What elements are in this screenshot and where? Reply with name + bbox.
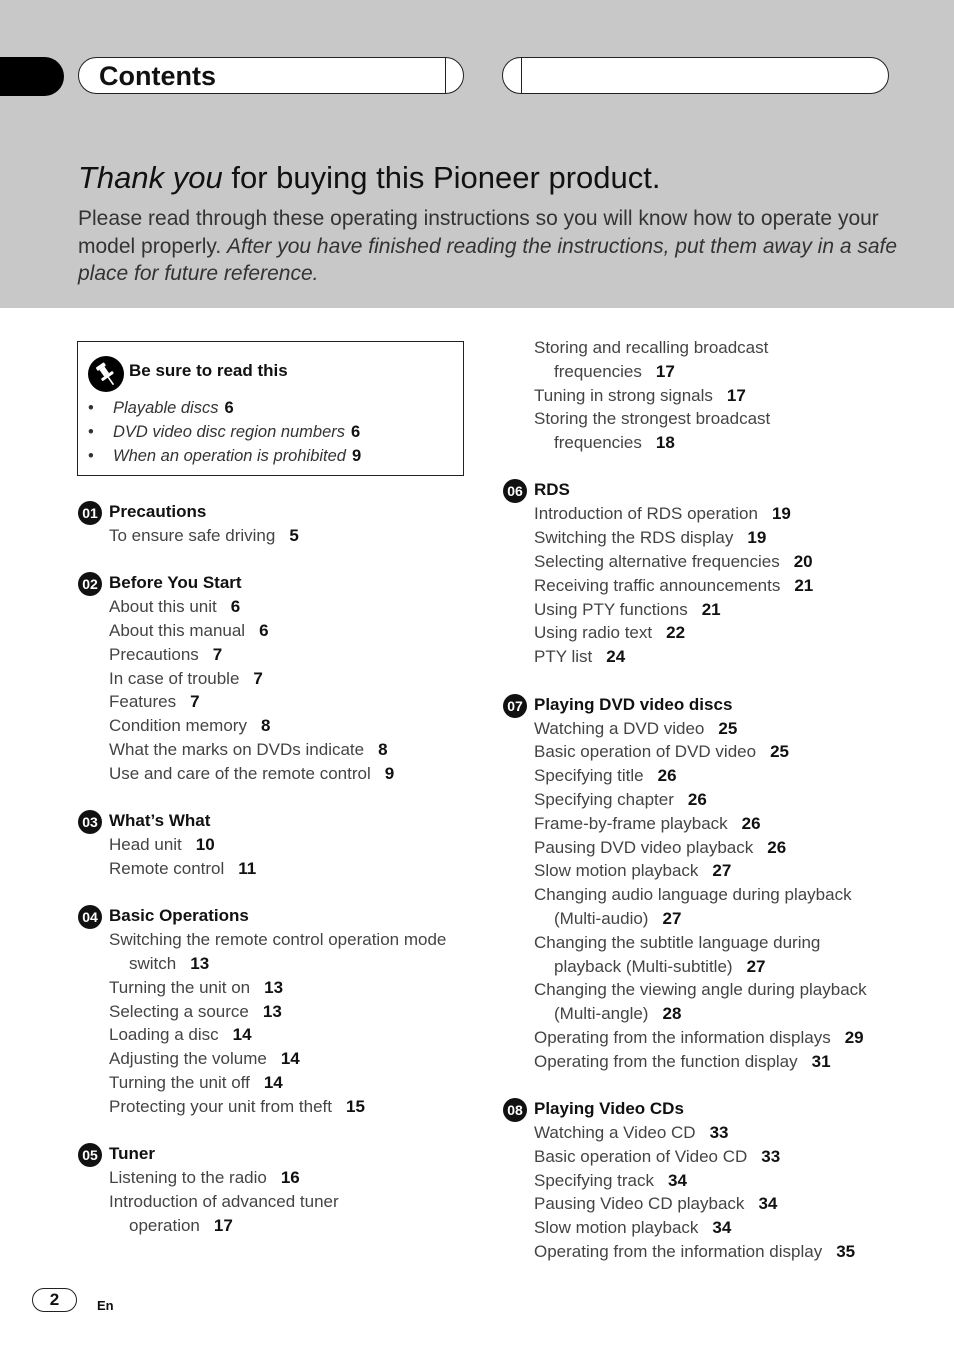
page-number-ref: 26 bbox=[741, 813, 761, 833]
toc-entry bbox=[503, 550, 923, 574]
notice-item-text: When an operation is prohibited bbox=[113, 447, 346, 465]
section-number-badge: 03 bbox=[78, 810, 102, 834]
toc-entries bbox=[503, 717, 923, 1074]
page-number-ref: 22 bbox=[666, 623, 686, 643]
page-number-ref: 34 bbox=[758, 1194, 778, 1214]
toc-entry-text: Using radio text bbox=[534, 623, 653, 643]
toc-entry-text: Switching the RDS display bbox=[534, 528, 734, 548]
toc-entry-text: Slow motion playback bbox=[534, 1218, 699, 1238]
headline bbox=[78, 160, 660, 196]
toc-entry-text: Features bbox=[109, 692, 177, 712]
page-number-ref: 35 bbox=[836, 1242, 856, 1261]
section-heading bbox=[78, 1142, 468, 1166]
toc-entry-text: In case of trouble bbox=[109, 668, 240, 688]
section-title: Playing DVD video discs bbox=[534, 694, 733, 714]
toc-entry-text: Receiving traffic announcements bbox=[534, 575, 781, 595]
toc-entry bbox=[503, 812, 923, 836]
toc-entry bbox=[503, 836, 923, 860]
toc-entry-text: What the marks on DVDs indicate bbox=[109, 740, 365, 760]
toc-entry-text: operation bbox=[129, 1215, 200, 1235]
toc-entry bbox=[503, 1121, 923, 1145]
page-number-ref: 33 bbox=[709, 1123, 729, 1143]
pushpin-icon bbox=[88, 356, 124, 392]
section-title: Tuner bbox=[109, 1144, 155, 1164]
toc-entry bbox=[503, 1192, 923, 1216]
toc-section-07 bbox=[503, 693, 923, 1074]
page-number-ref: 19 bbox=[747, 528, 767, 548]
toc-entries bbox=[78, 524, 468, 548]
toc-entry bbox=[78, 1000, 468, 1024]
toc-entry-text: Using PTY functions bbox=[534, 599, 688, 619]
page-number-ref: 8 bbox=[260, 716, 271, 736]
toc-section-05 bbox=[78, 1142, 468, 1237]
section-heading bbox=[78, 571, 468, 595]
toc-section-03 bbox=[78, 809, 468, 881]
toc-entry-text: Operating from the information display bbox=[534, 1242, 823, 1261]
section-number-badge: 01 bbox=[78, 501, 102, 525]
toc-entry-text: playback (Multi-subtitle) bbox=[554, 956, 733, 976]
notice-item bbox=[88, 420, 361, 444]
toc-entry-text: switch bbox=[129, 954, 177, 974]
section-title: Playing Video CDs bbox=[534, 1099, 684, 1119]
toc-section-04 bbox=[78, 904, 468, 1118]
page-number-ref: 10 bbox=[195, 835, 215, 855]
toc-entry bbox=[78, 738, 468, 762]
notice-title: Be sure to read this bbox=[129, 361, 288, 380]
toc-entry bbox=[78, 952, 468, 976]
toc-entry-text: Turning the unit off bbox=[109, 1073, 250, 1093]
page-number-ref: 26 bbox=[657, 766, 677, 786]
notice-item bbox=[88, 396, 361, 420]
page-number-ref: 31 bbox=[811, 1051, 831, 1071]
toc-entry-text: Switching the remote control operation mode bbox=[109, 930, 447, 950]
toc-entry-text: Introduction of RDS operation bbox=[534, 504, 758, 524]
page-number-ref: 9 bbox=[384, 763, 395, 783]
toc-entry bbox=[503, 955, 923, 979]
section-gap bbox=[503, 455, 923, 479]
toc-entry-text: About this unit bbox=[109, 597, 217, 617]
toc-entries bbox=[78, 928, 468, 1118]
bullet-icon: • bbox=[88, 423, 94, 441]
tab-divider bbox=[521, 58, 522, 93]
page-number-ref: 20 bbox=[793, 552, 813, 572]
page-number-ref: 28 bbox=[662, 1004, 682, 1024]
toc-entry bbox=[78, 762, 468, 786]
toc-entry-text: Changing the subtitle language during bbox=[534, 932, 821, 952]
section-heading bbox=[503, 693, 923, 717]
toc-entries bbox=[503, 1121, 923, 1264]
toc-entry-text: Loading a disc bbox=[109, 1025, 219, 1045]
toc-entry-text: Storing and recalling broadcast bbox=[534, 338, 769, 357]
toc-entry-text: Operating from the function display bbox=[534, 1051, 798, 1071]
toc-entry bbox=[78, 1047, 468, 1071]
page-number-ref: 24 bbox=[606, 647, 626, 667]
toc-entry bbox=[503, 360, 923, 384]
page-number-ref: 19 bbox=[771, 504, 791, 524]
toc-entry-text: Specifying track bbox=[534, 1170, 654, 1190]
section-gap bbox=[78, 881, 468, 905]
section-number-badge: 02 bbox=[78, 572, 102, 596]
section-number-badge: 07 bbox=[503, 694, 527, 718]
page-number-ref: 26 bbox=[767, 837, 787, 857]
section-title: Precautions bbox=[109, 502, 207, 521]
toc-entry bbox=[78, 690, 468, 714]
page-number-ref: 7 bbox=[253, 668, 263, 688]
notice-item bbox=[88, 444, 361, 468]
toc-entry-text: Precautions bbox=[109, 644, 199, 664]
toc-entry bbox=[503, 574, 923, 598]
page-number-ref: 14 bbox=[280, 1049, 300, 1069]
page-number-ref: 27 bbox=[662, 908, 682, 928]
toc-entry-text: Head unit bbox=[109, 835, 182, 855]
section-title: What’s What bbox=[109, 811, 211, 831]
toc-entry-text: Basic operation of Video CD bbox=[534, 1146, 748, 1166]
empty-tab bbox=[502, 57, 889, 94]
toc-entry bbox=[78, 928, 468, 952]
toc-entry-text: To ensure safe driving bbox=[109, 526, 276, 545]
toc-entry bbox=[503, 407, 923, 431]
toc-entry bbox=[78, 619, 468, 643]
page-number-ref: 17 bbox=[655, 361, 675, 381]
headline-rest: for buying this Pioneer product. bbox=[222, 160, 661, 195]
intro-plain: Please read through these operating instructions so you will know how to operate your model properly. bbox=[78, 207, 879, 258]
intro-italic: After you have finished reading the instructions, put them away in a safe place for future reference. bbox=[78, 234, 898, 285]
toc-entry bbox=[503, 645, 923, 669]
page-number-ref: 25 bbox=[770, 742, 789, 762]
section-heading bbox=[503, 478, 923, 502]
page-number-ref: 6 bbox=[224, 399, 234, 417]
toc-entry-text: Basic operation of DVD video bbox=[534, 742, 757, 762]
page-number-ref: 21 bbox=[794, 575, 814, 595]
toc-entry bbox=[503, 336, 923, 360]
section-number-badge: 06 bbox=[503, 479, 527, 503]
toc-entries bbox=[503, 502, 923, 669]
toc-entry-text: Listening to the radio bbox=[109, 1168, 267, 1188]
toc-entry bbox=[78, 714, 468, 738]
toc-entry-text: Selecting a source bbox=[109, 1001, 249, 1021]
toc-entry bbox=[78, 1214, 468, 1238]
toc-entry-text: Use and care of the remote control bbox=[109, 763, 371, 783]
contents-tab bbox=[78, 57, 464, 94]
page-number-ref: 7 bbox=[212, 644, 223, 664]
toc-left-column bbox=[78, 500, 468, 1238]
toc-entry bbox=[503, 907, 923, 931]
toc-entry-text: Turning the unit on bbox=[109, 977, 251, 997]
page-number-ref: 6 bbox=[230, 597, 241, 617]
toc-entry bbox=[503, 788, 923, 812]
toc-entry bbox=[503, 526, 923, 550]
page-number-ref: 34 bbox=[712, 1218, 732, 1238]
bullet-icon: • bbox=[88, 399, 94, 417]
toc-entries bbox=[78, 1166, 468, 1237]
toc-entry-text: (Multi-audio) bbox=[554, 908, 649, 928]
tab-divider bbox=[445, 58, 446, 93]
contents-title: Contents bbox=[99, 61, 216, 91]
page-number-ref: 18 bbox=[655, 433, 675, 453]
toc-entry bbox=[503, 859, 923, 883]
page-number-ref: 7 bbox=[190, 692, 200, 712]
toc-entry bbox=[78, 667, 468, 691]
toc-entry bbox=[78, 857, 468, 881]
language-code: En bbox=[97, 1298, 114, 1313]
notice-box bbox=[77, 341, 464, 476]
toc-entries bbox=[78, 833, 468, 881]
section-title: Basic Operations bbox=[109, 906, 249, 926]
toc-entry bbox=[503, 740, 923, 764]
toc-section-01 bbox=[78, 500, 468, 548]
toc-entries bbox=[78, 595, 468, 785]
page-number-ref: 13 bbox=[190, 954, 210, 974]
toc-entry bbox=[503, 978, 923, 1002]
toc-entry bbox=[503, 384, 923, 408]
toc-right-column bbox=[503, 336, 923, 1264]
bullet-icon: • bbox=[88, 447, 94, 465]
section-gap bbox=[78, 786, 468, 810]
toc-entry-text: frequencies bbox=[554, 361, 642, 381]
page-number-ref: 14 bbox=[232, 1025, 252, 1045]
toc-entry bbox=[78, 1190, 468, 1214]
toc-entry bbox=[503, 502, 923, 526]
toc-entry-text: PTY list bbox=[534, 647, 593, 667]
page-number-ref: 29 bbox=[844, 1027, 864, 1047]
toc-entry-text: Specifying title bbox=[534, 766, 644, 786]
section-heading bbox=[78, 904, 468, 928]
headline-italic: Thank you bbox=[78, 160, 223, 195]
toc-entry-text: Watching a DVD video bbox=[534, 718, 705, 738]
page-number-ref: 8 bbox=[378, 740, 388, 760]
toc-entry-text: Operating from the information displays bbox=[534, 1027, 831, 1047]
intro-paragraph bbox=[78, 205, 908, 288]
toc-entry bbox=[503, 1216, 923, 1240]
page-number-ref: 27 bbox=[712, 861, 732, 881]
toc-section-06 bbox=[503, 478, 923, 669]
toc-entry bbox=[503, 1050, 923, 1074]
toc-entry bbox=[503, 1026, 923, 1050]
section-title: RDS bbox=[534, 480, 570, 500]
page-number-ref: 13 bbox=[264, 977, 284, 997]
toc-entry bbox=[503, 1002, 923, 1026]
page-number-ref: 6 bbox=[351, 423, 361, 441]
toc-entry-text: Adjusting the volume bbox=[109, 1049, 267, 1069]
page-number-ref: 16 bbox=[280, 1168, 300, 1188]
toc-entry bbox=[78, 1071, 468, 1095]
toc-entry-text: Protecting your unit from theft bbox=[109, 1096, 332, 1116]
toc-entry-text: Storing the strongest broadcast bbox=[534, 409, 771, 429]
page-number-ref: 17 bbox=[213, 1215, 233, 1235]
section-gap bbox=[78, 548, 468, 572]
toc-entries bbox=[503, 336, 923, 455]
toc-entry bbox=[78, 1095, 468, 1119]
toc-entry bbox=[503, 621, 923, 645]
toc-entry-text: Pausing DVD video playback bbox=[534, 837, 754, 857]
toc-entry-text: Condition memory bbox=[109, 716, 247, 736]
toc-entry-text: Remote control bbox=[109, 858, 225, 878]
toc-entry bbox=[503, 1169, 923, 1193]
toc-entry-text: (Multi-angle) bbox=[554, 1004, 649, 1024]
toc-entry bbox=[503, 883, 923, 907]
toc-entry bbox=[503, 931, 923, 955]
notice-item-text: DVD video disc region numbers bbox=[113, 423, 346, 441]
toc-entry-text: frequencies bbox=[554, 433, 642, 453]
toc-entry bbox=[503, 431, 923, 455]
toc-entry-text: About this manual bbox=[109, 621, 246, 641]
page-number-ref: 27 bbox=[746, 956, 766, 976]
toc-entry-text: Slow motion playback bbox=[534, 861, 699, 881]
page-number-ref: 34 bbox=[668, 1170, 687, 1190]
section-gap bbox=[503, 669, 923, 693]
section-gap bbox=[503, 1074, 923, 1098]
page-number-ref: 33 bbox=[761, 1146, 781, 1166]
toc-entry-text: Pausing Video CD playback bbox=[534, 1194, 745, 1214]
section-title: Before You Start bbox=[109, 573, 242, 593]
page-number-ref: 11 bbox=[238, 858, 257, 878]
toc-section-08 bbox=[503, 1097, 923, 1264]
toc-entry-text: Tuning in strong signals bbox=[534, 385, 713, 405]
page-number-ref: 14 bbox=[263, 1073, 283, 1093]
toc-entry bbox=[78, 833, 468, 857]
section-heading bbox=[78, 500, 468, 524]
toc-section-02 bbox=[78, 571, 468, 785]
notice-item-text: Playable discs bbox=[113, 399, 219, 417]
toc-entry bbox=[78, 976, 468, 1000]
toc-entry bbox=[78, 524, 468, 548]
toc-entry-text: Frame-by-frame playback bbox=[534, 813, 728, 833]
toc-entry-text: Changing the viewing angle during playback bbox=[534, 980, 867, 1000]
page-number-ref: 13 bbox=[262, 1001, 282, 1021]
toc-entry-text: Introduction of advanced tuner bbox=[109, 1191, 339, 1211]
page-number-ref: 26 bbox=[687, 789, 707, 809]
section-heading bbox=[78, 809, 468, 833]
toc-entry bbox=[78, 643, 468, 667]
toc-entry bbox=[78, 595, 468, 619]
page-number-ref: 17 bbox=[726, 385, 746, 405]
page-number-ref: 9 bbox=[351, 447, 362, 465]
section-number-badge: 05 bbox=[78, 1143, 102, 1167]
toc-entry bbox=[503, 764, 923, 788]
toc-entry-text: Specifying chapter bbox=[534, 789, 674, 809]
section-heading bbox=[503, 1097, 923, 1121]
page-number-ref: 15 bbox=[346, 1096, 365, 1116]
toc-entry bbox=[503, 598, 923, 622]
page-number-ref: 5 bbox=[289, 526, 299, 545]
section-gap bbox=[78, 1119, 468, 1143]
section-number-badge: 04 bbox=[78, 905, 102, 929]
page-number-ref: 21 bbox=[701, 599, 721, 619]
page-number-ref: 6 bbox=[259, 621, 269, 641]
section-number-badge: 08 bbox=[503, 1098, 527, 1122]
toc-entry bbox=[503, 717, 923, 741]
toc-entry bbox=[503, 1240, 923, 1264]
toc-section-05 bbox=[503, 336, 923, 455]
page-number-ref: 25 bbox=[718, 718, 738, 738]
notice-list bbox=[88, 396, 361, 468]
toc-entry bbox=[78, 1166, 468, 1190]
toc-entry bbox=[503, 1145, 923, 1169]
toc-entry-text: Selecting alternative frequencies bbox=[534, 552, 780, 572]
toc-entry-text: Changing audio language during playback bbox=[534, 885, 852, 905]
page-number: 2 bbox=[32, 1288, 77, 1312]
header-black-tab bbox=[0, 57, 64, 96]
toc-entry-text: Watching a Video CD bbox=[534, 1123, 696, 1143]
toc-entry bbox=[78, 1023, 468, 1047]
